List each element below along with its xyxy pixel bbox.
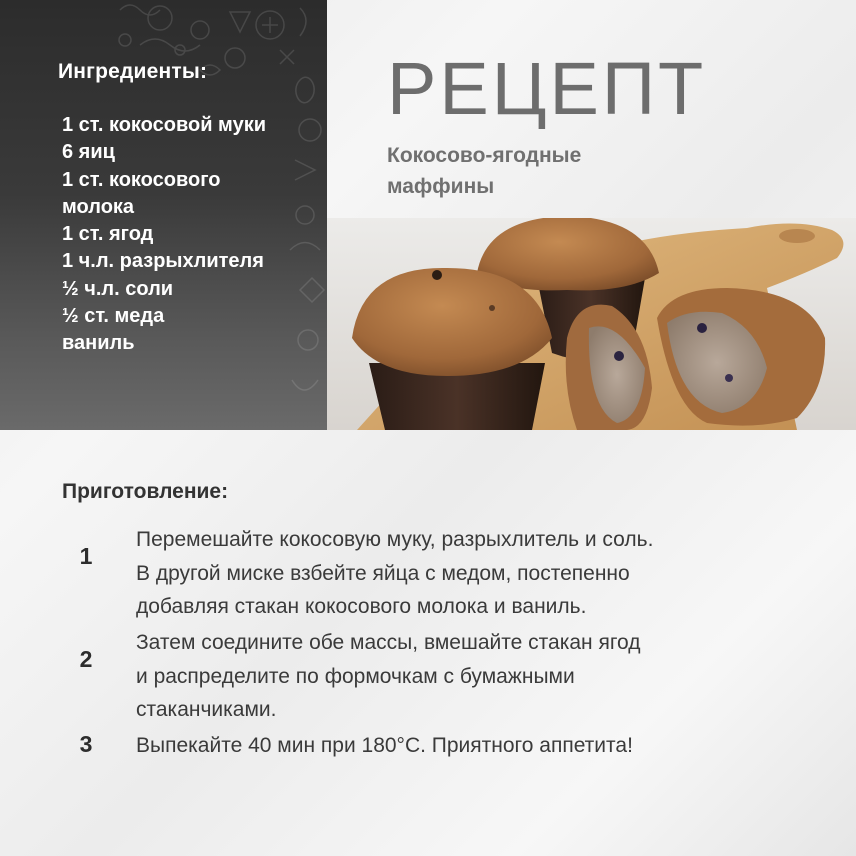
step-text-line: В другой миске взбейте яйца с медом, постепенно — [136, 561, 630, 585]
step-text — [136, 729, 836, 763]
ingredient-item: 6 яиц — [62, 141, 115, 164]
step-text-line: Перемешайте кокосовую муку, разрыхлитель и соль. — [136, 528, 654, 551]
preparation-title: Приготовление: — [62, 480, 229, 503]
step-text-line: Затем соедините обе массы, вмешайте стакан ягод — [136, 631, 641, 654]
ingredient-item: ½ ст. меда — [62, 305, 165, 328]
recipe-heading: РЕЦЕПТ — [387, 47, 707, 130]
step-text-line: стаканчиками. — [136, 698, 277, 721]
ingredients-title: Ингредиенты: — [58, 60, 208, 83]
ingredient-item: 1 ч.л. разрыхлителя — [62, 250, 264, 273]
ingredients-panel — [0, 0, 327, 430]
ingredient-item: 1 ст. кокосового — [62, 168, 221, 191]
recipe-subtitle — [387, 140, 581, 202]
step-number: 3 — [79, 731, 93, 757]
ingredient-item: ½ ч.л. соли — [62, 277, 174, 300]
recipe-subtitle-line: Кокосово-ягодные — [387, 144, 582, 167]
step-text — [136, 626, 836, 727]
recipe-subtitle-line: маффины — [387, 175, 495, 198]
step-text-line: и распределите по формочкам с бумажными — [136, 664, 575, 688]
recipe-header — [327, 0, 856, 218]
ingredient-item: 1 ст. ягод — [62, 223, 154, 246]
step-text-line: добавляя стакан кокосового молока и ваниль. — [136, 595, 587, 618]
step-text — [136, 523, 836, 624]
step-number: 2 — [79, 646, 93, 672]
ingredient-item: ваниль — [62, 332, 135, 355]
ingredient-item: 1 ст. кокосовой муки — [62, 114, 267, 136]
ingredients-list — [62, 112, 266, 358]
step-number: 1 — [79, 543, 93, 569]
step-text-line: Выпекайте 40 мин при 180°C. Приятного аппетита! — [136, 734, 633, 757]
muffin-photo-icon — [327, 218, 856, 430]
ingredient-item: молока — [62, 195, 135, 218]
muffin-photo — [327, 218, 856, 430]
